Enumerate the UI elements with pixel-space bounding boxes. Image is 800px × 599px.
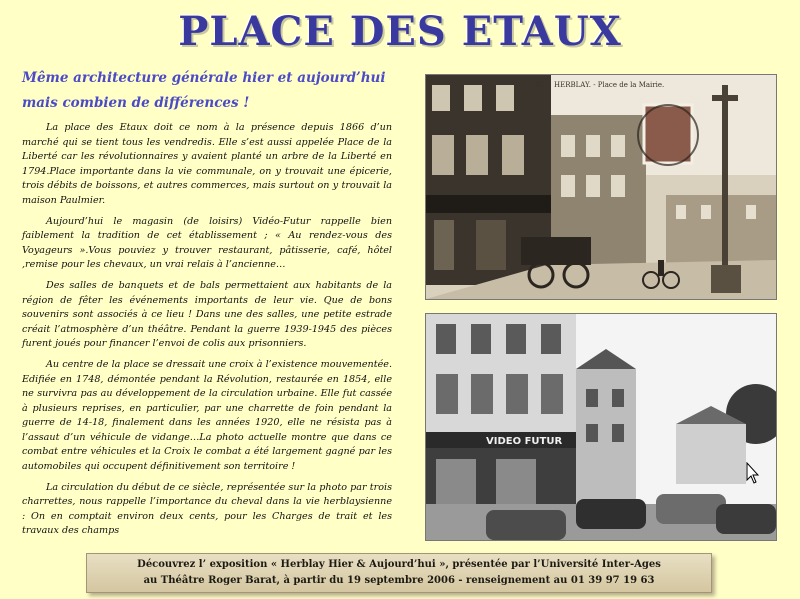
banner-line-1: Découvrez l’ exposition « Herblay Hier & Aujourd’hui », présentée par l’Université Inter-Ages [137, 559, 661, 570]
mouse-cursor-icon [746, 462, 760, 488]
subtitle [22, 66, 422, 116]
exposition-banner [86, 553, 712, 593]
paragraph-1: La place des Etaux doit ce nom à la présence depuis 1866 d’un marché qui se tient tous les vendredis. Elle s’est aussi appelée Place de la Liberté car les révolutionnaires y avaient planté un arbre de la Liberté en 1794.Place importante dans la vie communale, on y trouvait une épicerie, trois débits de boissons, et autres commerces, mais surtout on y trouvait la maison Paulmier. [22, 122, 392, 206]
paragraph-3: Des salles de banquets et de bals permettaient aux habitants de la région de fêter les événements importants de leur vie. Que de bons souvenirs sont associés à ce lieu ! Dans une des salles, une petite estrade créait l’atmosphère d’un théâtre. Pendant la guerre 1939-1945 des pièces furent joués pour financer l’envoi de colis aux prisonniers. [22, 279, 392, 350]
paragraph-2: Aujourd’hui le magasin (de loisirs) Vidéo-Futur rappelle bien faiblement la tradition de cet établissement ; « Au rendez-vous des Voyageurs ».Vous pouviez y trouver restaurant, pâtisserie, café, hôtel ,remise pour les chevaux, un vrai relais à l’ancienne… [22, 215, 392, 271]
postcard-number: 81 [536, 81, 545, 89]
banner-line-2: au Théâtre Roger Barat, à partir du 19 septembre 2006 - renseignement au 01 39 97 19 63 [143, 575, 655, 586]
paragraph-4: Au centre de la place se dressait une croix à l’existence mouvementée. Edifiée en 1748, démontée pendant la Révolution, restaurée en 1854, elle ne survivra pas au développement de la circulation urbaine. Elle fut cassée à plusieurs reprises, en particulier, par une charrette de foin pendant la guerre de 14-18, finalement dans les années 1920, elle ne résista pas à l’assaut d’un véhicule de vidange…La photo actuelle montre que dans ce combat entre véhicules et la Croix le combat a été largement gagné par les automobiles qui occupent définitivement son territoire ! [22, 358, 392, 473]
article-text [22, 121, 392, 545]
shop-sign: VIDEO FUTUR [486, 436, 563, 447]
modern-photo [425, 313, 777, 541]
postcard-caption: HERBLAY. - Place de la Mairie. [554, 81, 665, 89]
paragraph-5: La circulation du début de ce siècle, représentée sur la photo par trois charrettes, nous rappelle l’importance du cheval dans la vie herblaysienne : On en comptait environ deux cents, pour les Charges de trait et les travaux des champs [22, 481, 392, 537]
subtitle-line-1: Même architecture générale hier et aujourd’hui [22, 70, 386, 86]
page-title: PLACE DES ETAUX [178, 8, 622, 55]
old-postcard-photo [425, 74, 777, 300]
subtitle-line-2: mais combien de différences ! [22, 95, 250, 111]
